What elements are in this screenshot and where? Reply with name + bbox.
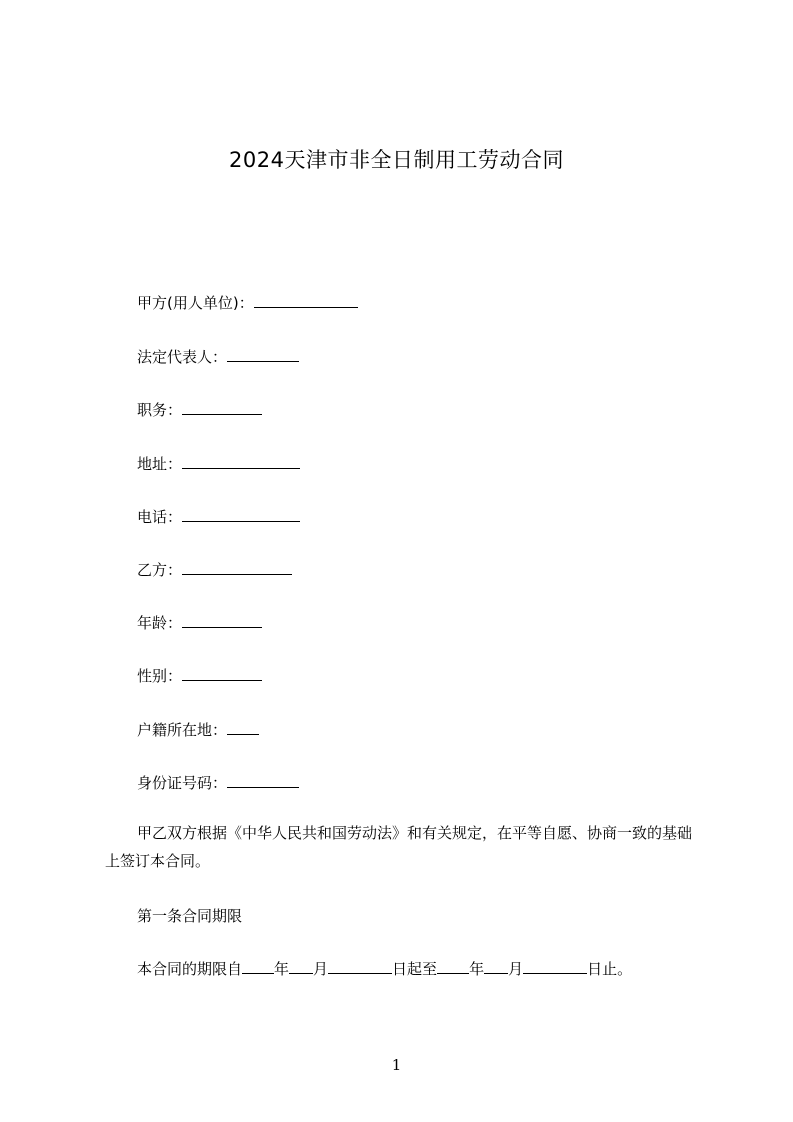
phone-label: 电话： [137, 508, 183, 526]
household-blank[interactable] [227, 719, 259, 735]
term-text-month: 月 [313, 960, 329, 978]
position-label: 职务： [137, 401, 183, 419]
term-text-until: 日起至 [392, 960, 438, 978]
contract-term-line [137, 958, 632, 979]
party-b-label: 乙方： [137, 561, 183, 579]
age-blank[interactable] [182, 612, 262, 628]
address-blank[interactable] [182, 453, 300, 469]
id-number-field [137, 772, 299, 793]
party-b-blank[interactable] [182, 559, 292, 575]
term-text-year-2: 年 [469, 960, 485, 978]
party-a-field [137, 292, 358, 313]
id-number-blank[interactable] [227, 772, 299, 788]
start-year-blank[interactable] [242, 958, 274, 974]
legal-rep-field [137, 346, 299, 367]
gender-field [137, 665, 262, 686]
end-year-blank[interactable] [437, 958, 469, 974]
position-field [137, 399, 262, 420]
phone-field [137, 506, 300, 527]
term-text-start: 本合同的期限自 [137, 960, 243, 978]
age-label: 年龄： [137, 614, 183, 632]
section-1-heading: 第一条合同期限 [137, 907, 243, 925]
gender-label: 性别： [137, 667, 183, 685]
end-day-blank[interactable] [523, 958, 587, 974]
party-a-label: 甲方(用人单位)： [137, 294, 254, 312]
start-day-blank[interactable] [328, 958, 392, 974]
term-text-month-2: 月 [508, 960, 524, 978]
legal-rep-blank[interactable] [227, 346, 299, 362]
position-blank[interactable] [182, 399, 262, 415]
gender-blank[interactable] [182, 665, 262, 681]
term-text-year: 年 [274, 960, 290, 978]
party-a-blank[interactable] [254, 292, 358, 308]
age-field [137, 612, 262, 633]
end-month-blank[interactable] [484, 958, 508, 974]
household-field [137, 719, 259, 740]
address-field [137, 453, 300, 474]
intro-paragraph [105, 819, 705, 875]
address-label: 地址： [137, 455, 183, 473]
term-text-end: 日止。 [587, 960, 633, 978]
document-title: 2024天津市非全日制用工劳动合同 [229, 148, 564, 172]
legal-rep-label: 法定代表人： [137, 348, 228, 366]
party-b-field [137, 559, 292, 580]
id-number-label: 身份证号码： [137, 774, 228, 792]
phone-blank[interactable] [182, 506, 300, 522]
page-number: 1 [391, 1056, 402, 1074]
start-month-blank[interactable] [289, 958, 313, 974]
household-label: 户籍所在地： [137, 721, 228, 739]
intro-text: 甲乙双方根据《中华人民共和国劳动法》和有关规定，在平等自愿、协商一致的基础上签订本合同。 [105, 824, 693, 870]
